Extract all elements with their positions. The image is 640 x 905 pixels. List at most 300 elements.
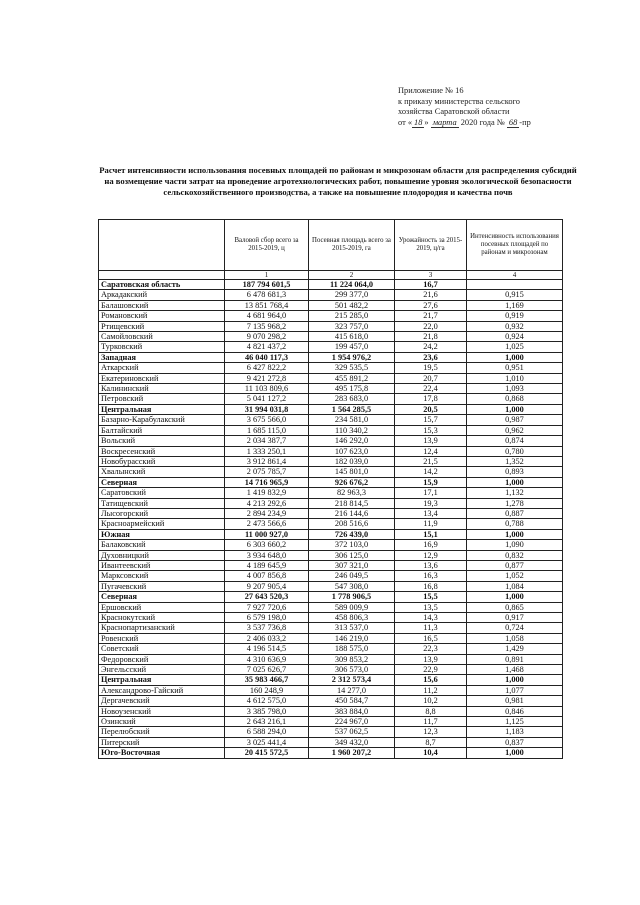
table-row bbox=[99, 737, 563, 747]
table-row bbox=[99, 373, 563, 383]
table-body bbox=[99, 280, 563, 759]
district-cell: Балаковский bbox=[99, 540, 225, 550]
area-cell: 926 676,2 bbox=[309, 477, 395, 487]
district-cell: Воскресенский bbox=[99, 446, 225, 456]
area-cell: 14 277,0 bbox=[309, 685, 395, 695]
table-row bbox=[99, 290, 563, 300]
index-cell: 2 bbox=[309, 271, 395, 280]
table-row bbox=[99, 498, 563, 508]
intensity-cell: 0,868 bbox=[467, 394, 563, 404]
yield-cell: 22,4 bbox=[395, 384, 467, 394]
date-mid: » bbox=[424, 117, 431, 127]
yield-cell: 13,4 bbox=[395, 508, 467, 518]
index-cell bbox=[99, 271, 225, 280]
yield-cell: 20,7 bbox=[395, 373, 467, 383]
intensity-cell: 1,025 bbox=[467, 342, 563, 352]
gross-cell: 1 419 832,9 bbox=[225, 488, 309, 498]
yield-cell: 22,9 bbox=[395, 665, 467, 675]
intensity-cell: 0,932 bbox=[467, 321, 563, 331]
header-intensity: Интенсивность использования посевных площадей по районам и микрозонам bbox=[467, 220, 563, 271]
gross-cell: 20 415 572,5 bbox=[225, 748, 309, 758]
district-cell: Балтайский bbox=[99, 425, 225, 435]
area-cell: 349 432,0 bbox=[309, 737, 395, 747]
yield-cell: 27,6 bbox=[395, 300, 467, 310]
yield-cell: 8,8 bbox=[395, 706, 467, 716]
intensity-cell: 0,919 bbox=[467, 311, 563, 321]
gross-cell: 11 103 809,6 bbox=[225, 384, 309, 394]
intensity-cell: 0,877 bbox=[467, 560, 563, 570]
gross-cell: 3 537 736,8 bbox=[225, 623, 309, 633]
intensity-cell: 1,429 bbox=[467, 644, 563, 654]
intensity-cell: 1,058 bbox=[467, 633, 563, 643]
area-cell: 458 806,3 bbox=[309, 613, 395, 623]
intensity-cell: 0,874 bbox=[467, 436, 563, 446]
gross-cell: 3 675 566,0 bbox=[225, 415, 309, 425]
index-cell: 3 bbox=[395, 271, 467, 280]
gross-cell: 27 643 520,3 bbox=[225, 592, 309, 602]
yield-cell: 17,8 bbox=[395, 394, 467, 404]
table-total-row bbox=[99, 592, 563, 602]
gross-cell: 2 643 216,1 bbox=[225, 717, 309, 727]
appendix-block bbox=[398, 86, 618, 128]
yield-cell: 17,1 bbox=[395, 488, 467, 498]
area-cell: 726 439,0 bbox=[309, 529, 395, 539]
area-cell: 306 125,0 bbox=[309, 550, 395, 560]
yield-cell: 21,8 bbox=[395, 332, 467, 342]
order-number: 68 bbox=[508, 117, 518, 127]
district-cell: Аткарский bbox=[99, 363, 225, 373]
date-prefix: от « bbox=[398, 117, 413, 127]
table-row bbox=[99, 706, 563, 716]
gross-cell: 4 310 636,9 bbox=[225, 654, 309, 664]
district-cell: Духовницкий bbox=[99, 550, 225, 560]
area-cell: 455 891,2 bbox=[309, 373, 395, 383]
yield-cell: 22,0 bbox=[395, 321, 467, 331]
table-total-row bbox=[99, 529, 563, 539]
district-cell: Южная bbox=[99, 529, 225, 539]
yield-cell: 16,5 bbox=[395, 633, 467, 643]
gross-cell: 11 000 927,0 bbox=[225, 529, 309, 539]
district-cell: Новобурасский bbox=[99, 456, 225, 466]
yield-cell: 11,2 bbox=[395, 685, 467, 695]
yield-cell: 15,3 bbox=[395, 425, 467, 435]
intensity-cell: 1,132 bbox=[467, 488, 563, 498]
index-cell: 4 bbox=[467, 271, 563, 280]
table-total-row bbox=[99, 404, 563, 414]
table-row bbox=[99, 456, 563, 466]
intensity-cell: 0,887 bbox=[467, 508, 563, 518]
gross-cell: 9 207 905,4 bbox=[225, 581, 309, 591]
district-cell: Советский bbox=[99, 644, 225, 654]
gross-cell: 3 912 861,4 bbox=[225, 456, 309, 466]
area-cell: 1 954 976,2 bbox=[309, 352, 395, 362]
district-cell: Марксовский bbox=[99, 571, 225, 581]
gross-cell: 6 588 294,0 bbox=[225, 727, 309, 737]
gross-cell: 2 034 387,7 bbox=[225, 436, 309, 446]
yield-cell: 13,9 bbox=[395, 654, 467, 664]
district-cell: Красноармейский bbox=[99, 519, 225, 529]
intensity-cell: 1,169 bbox=[467, 300, 563, 310]
yield-cell: 21,6 bbox=[395, 290, 467, 300]
table-row bbox=[99, 342, 563, 352]
yield-cell: 11,9 bbox=[395, 519, 467, 529]
area-cell: 495 175,8 bbox=[309, 384, 395, 394]
table-row bbox=[99, 436, 563, 446]
gross-cell: 7 135 968,2 bbox=[225, 321, 309, 331]
gross-cell: 4 821 437,2 bbox=[225, 342, 309, 352]
order-suffix: -пр bbox=[519, 117, 531, 127]
gross-cell: 7 025 626,7 bbox=[225, 665, 309, 675]
area-cell: 450 584,7 bbox=[309, 696, 395, 706]
area-cell: 82 963,3 bbox=[309, 488, 395, 498]
district-cell: Северная bbox=[99, 592, 225, 602]
intensity-cell: 0,924 bbox=[467, 332, 563, 342]
gross-cell: 1 333 250,1 bbox=[225, 446, 309, 456]
yield-cell: 16,7 bbox=[395, 280, 467, 290]
district-cell: Центральная bbox=[99, 404, 225, 414]
appendix-line-2: к приказу министерства сельского bbox=[398, 96, 520, 106]
date-year: 2020 года № bbox=[458, 117, 505, 127]
yield-cell: 14,3 bbox=[395, 613, 467, 623]
date-day: 18 bbox=[414, 117, 423, 127]
gross-cell: 14 716 965,9 bbox=[225, 477, 309, 487]
district-cell: Александрово-Гайский bbox=[99, 685, 225, 695]
district-cell: Петровский bbox=[99, 394, 225, 404]
yield-cell: 16,9 bbox=[395, 540, 467, 550]
area-cell: 309 853,2 bbox=[309, 654, 395, 664]
yield-cell: 15,6 bbox=[395, 675, 467, 685]
yield-cell: 8,7 bbox=[395, 737, 467, 747]
district-cell: Вольский bbox=[99, 436, 225, 446]
gross-cell: 6 427 822,2 bbox=[225, 363, 309, 373]
gross-cell: 4 612 575,0 bbox=[225, 696, 309, 706]
gross-cell: 7 927 720,6 bbox=[225, 602, 309, 612]
area-cell: 537 062,5 bbox=[309, 727, 395, 737]
area-cell: 2 312 573,4 bbox=[309, 675, 395, 685]
table-header-row bbox=[99, 220, 563, 271]
yield-cell: 21,7 bbox=[395, 311, 467, 321]
header-gross: Валовой сбор всего за 2015-2019, ц bbox=[225, 220, 309, 271]
area-cell: 146 219,0 bbox=[309, 633, 395, 643]
gross-cell: 2 473 566,6 bbox=[225, 519, 309, 529]
area-cell: 11 224 064,0 bbox=[309, 280, 395, 290]
table-row bbox=[99, 613, 563, 623]
area-cell: 283 683,0 bbox=[309, 394, 395, 404]
area-cell: 306 573,0 bbox=[309, 665, 395, 675]
area-cell: 110 340,2 bbox=[309, 425, 395, 435]
district-cell: Центральная bbox=[99, 675, 225, 685]
district-cell: Юго-Восточная bbox=[99, 748, 225, 758]
district-cell: Екатериновский bbox=[99, 373, 225, 383]
date-month: марта bbox=[432, 117, 457, 127]
gross-cell: 160 248,9 bbox=[225, 685, 309, 695]
intensity-cell: 0,846 bbox=[467, 706, 563, 716]
yield-cell: 21,5 bbox=[395, 456, 467, 466]
table-row bbox=[99, 508, 563, 518]
table-total-row bbox=[99, 748, 563, 758]
table-total-row bbox=[99, 477, 563, 487]
gross-cell: 3 385 798,0 bbox=[225, 706, 309, 716]
gross-cell: 4 189 645,9 bbox=[225, 560, 309, 570]
table-row bbox=[99, 696, 563, 706]
yield-cell: 10,4 bbox=[395, 748, 467, 758]
yield-cell: 16,8 bbox=[395, 581, 467, 591]
table-row bbox=[99, 550, 563, 560]
area-cell: 218 814,5 bbox=[309, 498, 395, 508]
table-row bbox=[99, 654, 563, 664]
intensity-cell: 1,000 bbox=[467, 592, 563, 602]
table-row bbox=[99, 540, 563, 550]
table-row bbox=[99, 644, 563, 654]
table-row bbox=[99, 560, 563, 570]
yield-cell: 15,7 bbox=[395, 415, 467, 425]
table-row bbox=[99, 394, 563, 404]
yield-cell: 19,3 bbox=[395, 498, 467, 508]
area-cell: 313 537,0 bbox=[309, 623, 395, 633]
header-area: Посевная площадь всего за 2015-2019, га bbox=[309, 220, 395, 271]
yield-cell: 11,3 bbox=[395, 623, 467, 633]
table-total-row bbox=[99, 352, 563, 362]
district-cell: Пугачевский bbox=[99, 581, 225, 591]
gross-cell: 4 007 856,8 bbox=[225, 571, 309, 581]
index-cell: 1 bbox=[225, 271, 309, 280]
intensity-cell: 0,724 bbox=[467, 623, 563, 633]
header-yield: Урожайность за 2015-2019, ц/га bbox=[395, 220, 467, 271]
yield-cell: 13,6 bbox=[395, 560, 467, 570]
table-index-row bbox=[99, 271, 563, 280]
yield-cell: 13,5 bbox=[395, 602, 467, 612]
table-row bbox=[99, 332, 563, 342]
intensity-cell: 0,962 bbox=[467, 425, 563, 435]
gross-cell: 187 794 601,5 bbox=[225, 280, 309, 290]
area-cell: 107 623,0 bbox=[309, 446, 395, 456]
area-cell: 234 581,0 bbox=[309, 415, 395, 425]
area-cell: 246 049,5 bbox=[309, 571, 395, 581]
intensity-cell: 1,084 bbox=[467, 581, 563, 591]
yield-cell: 20,5 bbox=[395, 404, 467, 414]
district-cell: Лысогорский bbox=[99, 508, 225, 518]
gross-cell: 9 070 298,2 bbox=[225, 332, 309, 342]
district-cell: Федоровский bbox=[99, 654, 225, 664]
district-cell: Базарно-Карабулакский bbox=[99, 415, 225, 425]
area-cell: 224 967,0 bbox=[309, 717, 395, 727]
table-row bbox=[99, 467, 563, 477]
district-cell: Ершовский bbox=[99, 602, 225, 612]
area-cell: 323 757,0 bbox=[309, 321, 395, 331]
area-cell: 188 575,0 bbox=[309, 644, 395, 654]
intensity-cell: 1,278 bbox=[467, 498, 563, 508]
district-cell: Саратовский bbox=[99, 488, 225, 498]
gross-cell: 6 303 660,2 bbox=[225, 540, 309, 550]
intensity-cell: 0,865 bbox=[467, 602, 563, 612]
intensity-cell: 1,468 bbox=[467, 665, 563, 675]
yield-cell: 14,2 bbox=[395, 467, 467, 477]
gross-cell: 4 213 292,6 bbox=[225, 498, 309, 508]
table-row bbox=[99, 321, 563, 331]
district-cell: Озинский bbox=[99, 717, 225, 727]
area-cell: 146 292,0 bbox=[309, 436, 395, 446]
table-row bbox=[99, 488, 563, 498]
district-cell: Энгельсский bbox=[99, 665, 225, 675]
gross-cell: 4 681 964,0 bbox=[225, 311, 309, 321]
gross-cell: 2 894 234,9 bbox=[225, 508, 309, 518]
intensity-cell: 1,090 bbox=[467, 540, 563, 550]
area-cell: 199 457,0 bbox=[309, 342, 395, 352]
intensity-cell: 0,915 bbox=[467, 290, 563, 300]
area-cell: 589 009,9 bbox=[309, 602, 395, 612]
intensity-cell: 1,077 bbox=[467, 685, 563, 695]
district-cell: Краснопартизанский bbox=[99, 623, 225, 633]
district-cell: Романовский bbox=[99, 311, 225, 321]
area-cell: 372 103,0 bbox=[309, 540, 395, 550]
district-cell: Питерский bbox=[99, 737, 225, 747]
area-cell: 1 960 207,2 bbox=[309, 748, 395, 758]
intensity-cell: 0,780 bbox=[467, 446, 563, 456]
table-row bbox=[99, 581, 563, 591]
district-cell: Ивантеевский bbox=[99, 560, 225, 570]
appendix-date-line bbox=[398, 118, 618, 129]
gross-cell: 3 934 648,0 bbox=[225, 550, 309, 560]
district-cell: Дергачевский bbox=[99, 696, 225, 706]
district-cell: Турковский bbox=[99, 342, 225, 352]
table-row bbox=[99, 300, 563, 310]
district-cell: Самойловский bbox=[99, 332, 225, 342]
intensity-cell: 1,000 bbox=[467, 477, 563, 487]
intensity-cell: 0,917 bbox=[467, 613, 563, 623]
table-total-row bbox=[99, 280, 563, 290]
intensity-cell: 1,052 bbox=[467, 571, 563, 581]
intensity-cell: 0,987 bbox=[467, 415, 563, 425]
table-row bbox=[99, 571, 563, 581]
gross-cell: 6 478 681,3 bbox=[225, 290, 309, 300]
gross-cell: 2 075 785,7 bbox=[225, 467, 309, 477]
district-cell: Ровенский bbox=[99, 633, 225, 643]
area-cell: 547 308,0 bbox=[309, 581, 395, 591]
table-row bbox=[99, 384, 563, 394]
gross-cell: 6 579 198,0 bbox=[225, 613, 309, 623]
intensity-cell: 1,183 bbox=[467, 727, 563, 737]
intensity-cell: 1,000 bbox=[467, 529, 563, 539]
yield-cell: 10,2 bbox=[395, 696, 467, 706]
area-cell: 182 039,0 bbox=[309, 456, 395, 466]
intensity-cell bbox=[467, 280, 563, 290]
gross-cell: 4 196 514,5 bbox=[225, 644, 309, 654]
district-cell: Аркадакский bbox=[99, 290, 225, 300]
appendix-line-3: хозяйства Саратовской области bbox=[398, 107, 510, 117]
table-row bbox=[99, 685, 563, 695]
district-cell: Новоузенский bbox=[99, 706, 225, 716]
area-cell: 299 377,0 bbox=[309, 290, 395, 300]
yield-cell: 24,2 bbox=[395, 342, 467, 352]
intensity-cell: 0,788 bbox=[467, 519, 563, 529]
gross-cell: 1 685 115,0 bbox=[225, 425, 309, 435]
gross-cell: 13 851 768,4 bbox=[225, 300, 309, 310]
table-row bbox=[99, 415, 563, 425]
yield-cell: 15,5 bbox=[395, 592, 467, 602]
gross-cell: 2 406 033,2 bbox=[225, 633, 309, 643]
district-cell: Краснокутский bbox=[99, 613, 225, 623]
district-cell: Западная bbox=[99, 352, 225, 362]
intensity-cell: 0,893 bbox=[467, 467, 563, 477]
intensity-cell: 1,000 bbox=[467, 748, 563, 758]
area-cell: 1 564 285,5 bbox=[309, 404, 395, 414]
table-row bbox=[99, 623, 563, 633]
yield-cell: 19,5 bbox=[395, 363, 467, 373]
gross-cell: 31 994 031,8 bbox=[225, 404, 309, 414]
document-title: Расчет интенсивности использования посевных площадей по районам и микрозонам области для распределения субсидий на возмещение части затрат на проведение агротехнологических работ, повышение уровня экологической безопасности сельскохозяйственного производства, а также на повышение плодородия и качества почв bbox=[99, 165, 577, 198]
gross-cell: 46 040 117,3 bbox=[225, 352, 309, 362]
gross-cell: 9 421 272,8 bbox=[225, 373, 309, 383]
table-row bbox=[99, 665, 563, 675]
table-row bbox=[99, 363, 563, 373]
table-row bbox=[99, 727, 563, 737]
header-district bbox=[99, 220, 225, 271]
area-cell: 1 778 906,5 bbox=[309, 592, 395, 602]
district-cell: Перелюбский bbox=[99, 727, 225, 737]
table-row bbox=[99, 446, 563, 456]
intensity-cell: 1,093 bbox=[467, 384, 563, 394]
yield-cell: 13,9 bbox=[395, 436, 467, 446]
intensity-cell: 1,000 bbox=[467, 404, 563, 414]
yield-cell: 23,6 bbox=[395, 352, 467, 362]
intensity-cell: 0,951 bbox=[467, 363, 563, 373]
yield-cell: 16,3 bbox=[395, 571, 467, 581]
table-row bbox=[99, 311, 563, 321]
appendix-line-1: Приложение № 16 bbox=[398, 86, 464, 95]
intensity-cell: 0,832 bbox=[467, 550, 563, 560]
district-cell: Балашовский bbox=[99, 300, 225, 310]
table-row bbox=[99, 717, 563, 727]
intensity-cell: 1,125 bbox=[467, 717, 563, 727]
area-cell: 208 516,6 bbox=[309, 519, 395, 529]
yield-cell: 11,7 bbox=[395, 717, 467, 727]
yield-cell: 22,3 bbox=[395, 644, 467, 654]
yield-cell: 12,4 bbox=[395, 446, 467, 456]
intensity-cell: 0,891 bbox=[467, 654, 563, 664]
district-cell: Саратовская область bbox=[99, 280, 225, 290]
yield-cell: 15,9 bbox=[395, 477, 467, 487]
intensity-cell: 1,010 bbox=[467, 373, 563, 383]
area-cell: 215 285,0 bbox=[309, 311, 395, 321]
intensity-cell: 0,837 bbox=[467, 737, 563, 747]
area-cell: 383 884,0 bbox=[309, 706, 395, 716]
district-cell: Хвалынский bbox=[99, 467, 225, 477]
district-cell: Ртищевский bbox=[99, 321, 225, 331]
table-row bbox=[99, 425, 563, 435]
yield-cell: 12,9 bbox=[395, 550, 467, 560]
gross-cell: 5 041 127,2 bbox=[225, 394, 309, 404]
district-cell: Калининский bbox=[99, 384, 225, 394]
area-cell: 501 482,2 bbox=[309, 300, 395, 310]
yield-cell: 15,1 bbox=[395, 529, 467, 539]
table-row bbox=[99, 519, 563, 529]
intensity-cell: 1,000 bbox=[467, 352, 563, 362]
table-row bbox=[99, 633, 563, 643]
district-cell: Татищевский bbox=[99, 498, 225, 508]
intensity-cell: 1,352 bbox=[467, 456, 563, 466]
gross-cell: 3 025 441,4 bbox=[225, 737, 309, 747]
intensity-cell: 1,000 bbox=[467, 675, 563, 685]
yield-cell: 12,3 bbox=[395, 727, 467, 737]
intensity-table bbox=[98, 219, 563, 759]
table-total-row bbox=[99, 675, 563, 685]
intensity-cell: 0,981 bbox=[467, 696, 563, 706]
area-cell: 415 618,0 bbox=[309, 332, 395, 342]
district-cell: Северная bbox=[99, 477, 225, 487]
table-row bbox=[99, 602, 563, 612]
gross-cell: 35 983 466,7 bbox=[225, 675, 309, 685]
area-cell: 145 801,0 bbox=[309, 467, 395, 477]
